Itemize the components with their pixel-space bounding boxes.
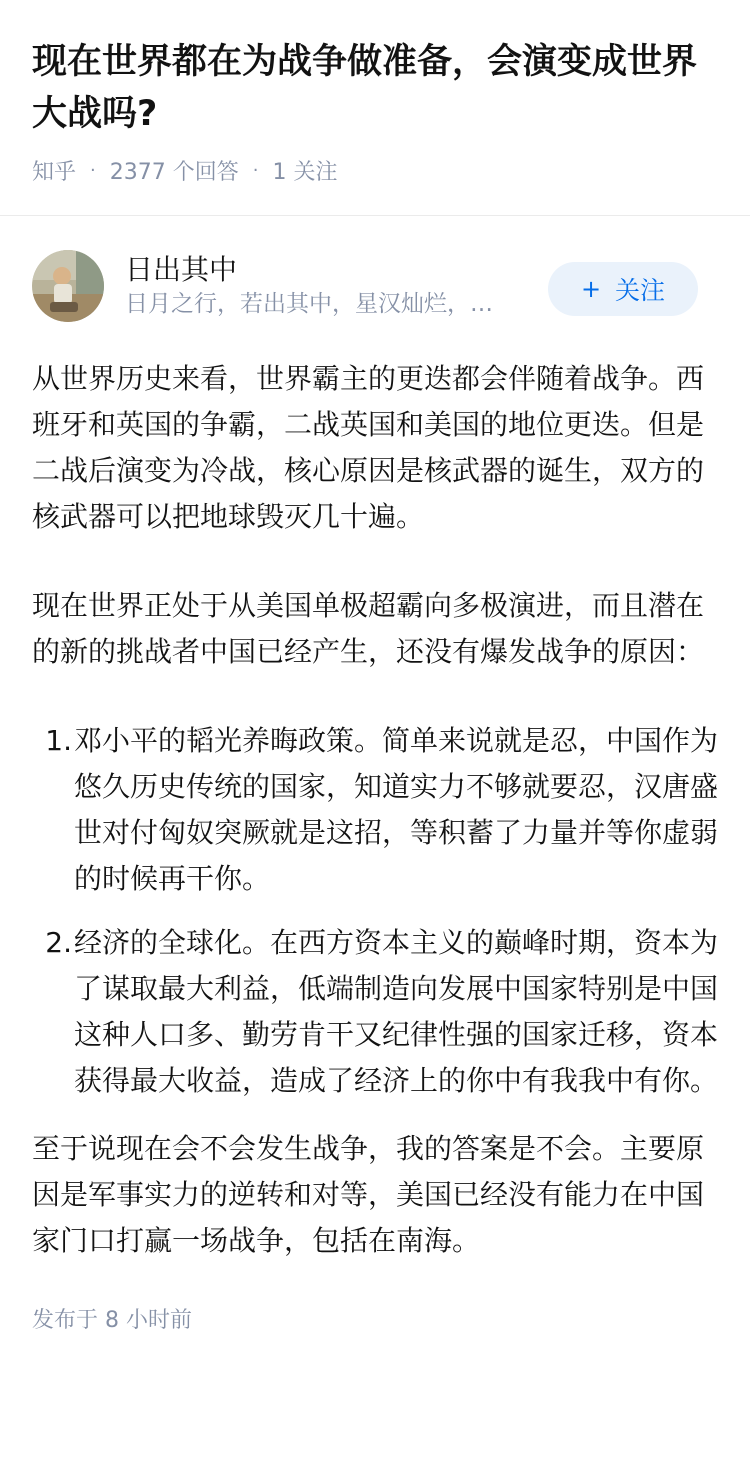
avatar[interactable] bbox=[32, 250, 104, 322]
author-bio: 日月之行，若出其中，星汉灿烂，… bbox=[125, 291, 493, 317]
question-header bbox=[0, 0, 750, 190]
follower-count[interactable]: 1 关注 bbox=[272, 159, 338, 185]
answer-count[interactable]: 2377 个回答 bbox=[109, 159, 239, 185]
separator-dot: · bbox=[252, 159, 259, 181]
author-row bbox=[32, 216, 718, 356]
source-label[interactable]: 知乎 bbox=[32, 159, 77, 185]
list-item-text: 邓小平的韬光养晦政策。简单来说就是忍，中国作为悠久历史传统的国家，知道实力不够就要忍，汉唐盛世对付匈奴突厥就是这招，等积蓄了力量并等你虚弱的时候再干你。 bbox=[74, 724, 719, 895]
answer-paragraph: 至于说现在会不会发生战争，我的答案是不会。主要原因是军事实力的逆转和对等，美国已经没有能力在中国家门口打赢一场战争，包括在南海。 bbox=[32, 1132, 705, 1257]
answer-paragraph: 从世界历史来看，世界霸主的更迭都会伴随着战争。西班牙和英国的争霸，二战英国和美国的地位更迭。但是二战后演变为冷战，核心原因是核武器的诞生，双方的核武器可以把地球毁灭几十遍。 bbox=[32, 362, 705, 533]
list-item-text: 经济的全球化。在西方资本主义的巅峰时期，资本为了谋取最大利益，低端制造向发展中国家特别是中国这种人口多、勤劳肯干又纪律性强的国家迁移，资本获得最大收益，造成了经济上的你中有我我中有你。 bbox=[74, 926, 719, 1097]
separator-dot: · bbox=[90, 159, 96, 181]
answer-list bbox=[32, 718, 718, 1104]
list-number: 2. bbox=[45, 926, 72, 959]
question-meta bbox=[32, 150, 718, 190]
answer-card bbox=[0, 216, 750, 1338]
list-item bbox=[32, 920, 718, 1104]
author-info bbox=[125, 252, 535, 320]
follow-label: 关注 bbox=[615, 276, 666, 305]
follow-button[interactable] bbox=[548, 262, 698, 316]
question-title[interactable]: 现在世界都在为战争做准备，会演变成世界大战吗? bbox=[32, 42, 698, 134]
answer-paragraph: 现在世界正处于从美国单极超霸向多极演进，而且潜在的新的挑战者中国已经产生，还没有爆发战争的原因： bbox=[32, 589, 705, 668]
list-number: 1. bbox=[45, 724, 72, 757]
avatar-image bbox=[32, 250, 104, 322]
publish-time: 发布于 8 小时前 bbox=[32, 1307, 192, 1333]
list-item bbox=[32, 718, 718, 902]
plus-icon: + bbox=[580, 275, 602, 303]
author-name[interactable]: 日出其中 bbox=[125, 253, 238, 286]
